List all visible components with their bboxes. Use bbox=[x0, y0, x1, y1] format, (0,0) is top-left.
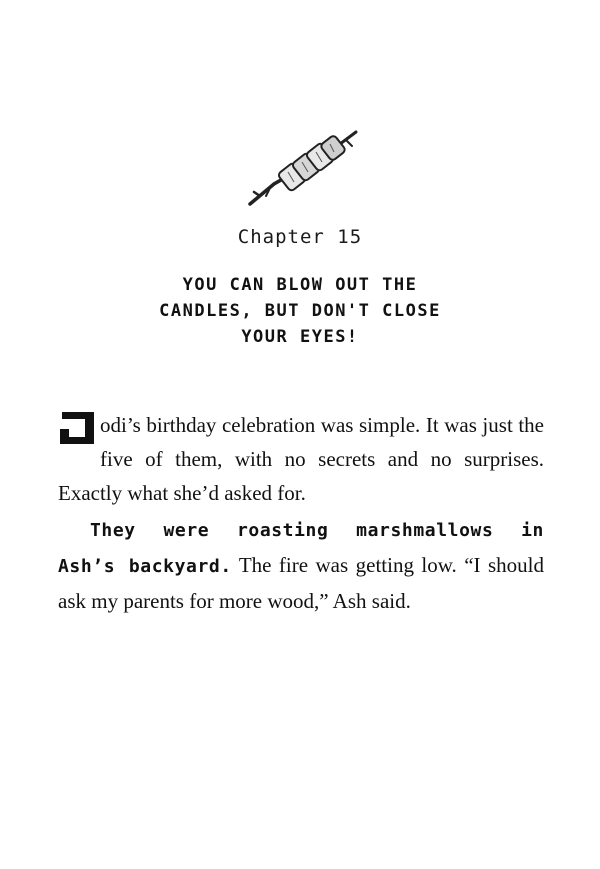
paragraph-2 bbox=[58, 512, 544, 618]
chapter-number: Chapter 15 bbox=[237, 226, 363, 248]
paragraph-1 bbox=[58, 408, 544, 510]
paragraph-2-text: The fire was getting low. “I should ask my parents for more wood,” Ash said. bbox=[58, 553, 544, 613]
body-text bbox=[58, 408, 544, 620]
paragraph-2-lead-in: They were roasting marshmallows in Ash’s backyard. bbox=[58, 520, 544, 577]
drop-cap-j bbox=[58, 410, 96, 446]
marshmallow-stick-icon bbox=[244, 126, 364, 210]
paragraph-1-text: odi’s birthday celebration was simple. It was just the five of them, with no secrets and no surprises. Exactly what she’d asked for. bbox=[58, 413, 544, 505]
chapter-title: YOU CAN BLOW OUT THE CANDLES, BUT DON'T CLOSE YOUR EYES! bbox=[159, 275, 441, 347]
